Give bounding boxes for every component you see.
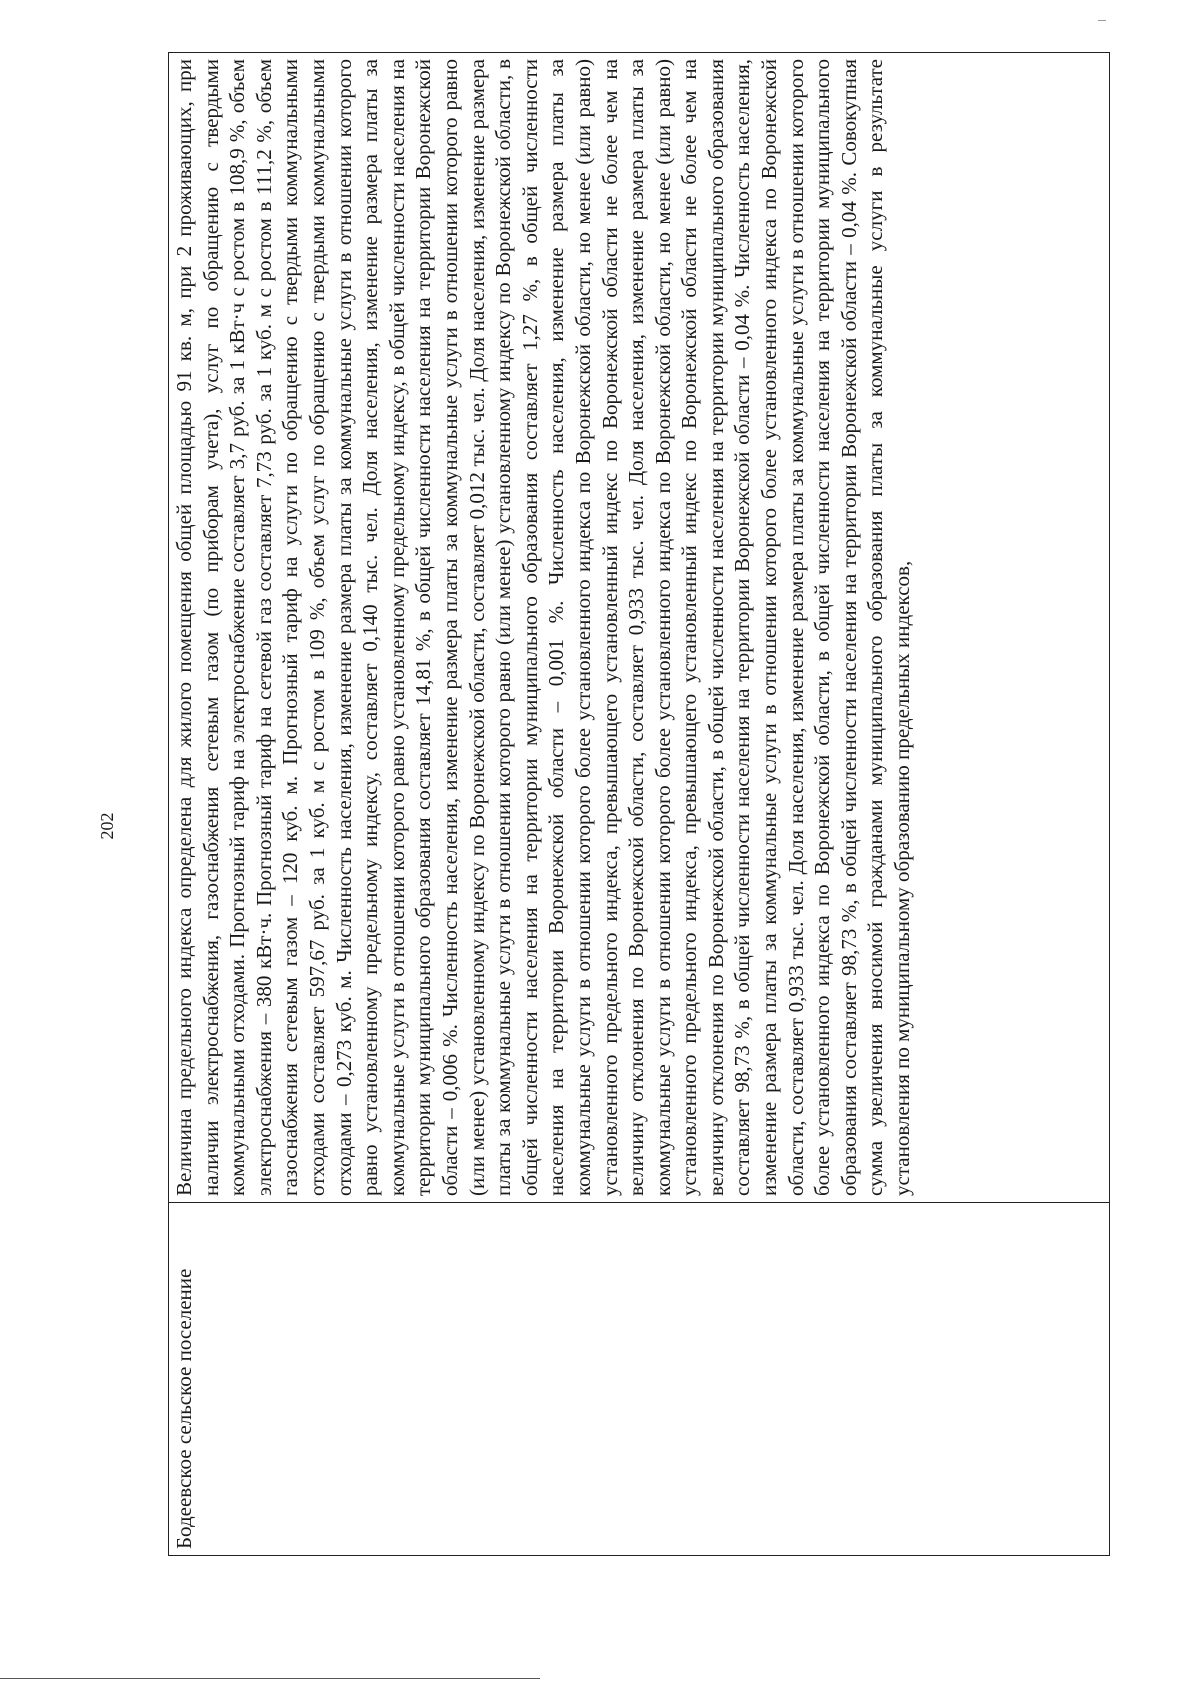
table-row bbox=[169, 53, 1110, 1556]
rotated-table-container bbox=[168, 52, 1110, 1556]
scan-edge-line bbox=[0, 1678, 540, 1679]
scan-corner-mark bbox=[1098, 20, 1106, 21]
index-description-cell: Величина предельного индекса определена для жилого помещения общей площадью 91 кв. м, при 2 проживающих, при наличии электроснабжения, газоснабжения сетевым газом (по приборам учета), услуг по обращению с твердыми коммунальными отходами. Прогнозный тариф на электроснабжение составляет 3,7 руб. за 1 кВт·ч с ростом в 108,9 %, объем электроснабжения – 380 кВт·ч. Прогнозный тариф на сетевой газ составляет 7,73 руб. за 1 куб. м с ростом в 111,2 %, объем газоснабжения сетевым газом – 120 куб. м. Прогнозный тариф на услуги по обращению с твердыми коммунальными отходами составляет 597,67 руб. за 1 куб. м с ростом в 109 %, объем услуг по обращению с твердыми коммунальными отходами – 0,273 куб. м. Численность населения, изменение размера платы за коммунальные услуги в отношении которого равно установленному предельному индексу, составляет 0,140 тыс. чел. Доля населения, изменение размера платы за коммунальные услуги в отношении которого равно установленному предельному индексу, в общей численности населения на территории муниципального образования составляет 14,81 %, в общей численности населения на территории Воронежской области – 0,006 %. Численность населения, изменение размера платы за коммунальные услуги в отношении которого равно (или менее) установленному индексу по Воронежской области, составляет 0,012 тыс. чел. Доля населения, изменение размера платы за коммунальные услуги в отношении которого равно (или менее) установленному индексу по Воронежской области, в общей численности населения на территории муниципального образования составляет 1,27 %, в общей численности населения на территории Воронежской области – 0,001 %. Численность населения, изменение размера платы за коммунальные услуги в отношении которого более установленного индекса по Воронежской области, но менее (или равно) установленного предельного индекса, превышающего установленный индекс по Воронежской области не более чем на величину отклонения по Воронежской области, составляет 0,933 тыс. чел. Доля населения, изменение размера платы за коммунальные услуги в отношении которого более установленного индекса по Воронежской области, но менее (или равно) установленного предельного индекса, превышающего установленный индекс по Воронежской области не более чем на величину отклонения по Воронежской области, в общей численности населения на территории муниципального образования составляет 98,73 %, в общей численности населения на территории Воронежской области – 0,04 %. Численность населения, изменение размера платы за коммунальные услуги в отношении которого более установленного индекса по Воронежской области, составляет 0,933 тыс. чел. Доля населения, изменение размера платы за коммунальные услуги в отношении которого более установленного индекса по Воронежской области, в общей численности населения на территории муниципального образования составляет 98,73 %, в общей численности населения на территории Воронежской области – 0,04 %. Совокупная сумма увеличения вносимой гражданами муниципального образования платы за коммунальные услуги в результате установления по муниципальному образованию предельных индексов, bbox=[169, 53, 1110, 1203]
page-number: 202 bbox=[97, 812, 117, 840]
tariff-index-table bbox=[168, 52, 1110, 1556]
settlement-name-cell: Бодеевское сельское поселение bbox=[169, 1203, 1110, 1556]
